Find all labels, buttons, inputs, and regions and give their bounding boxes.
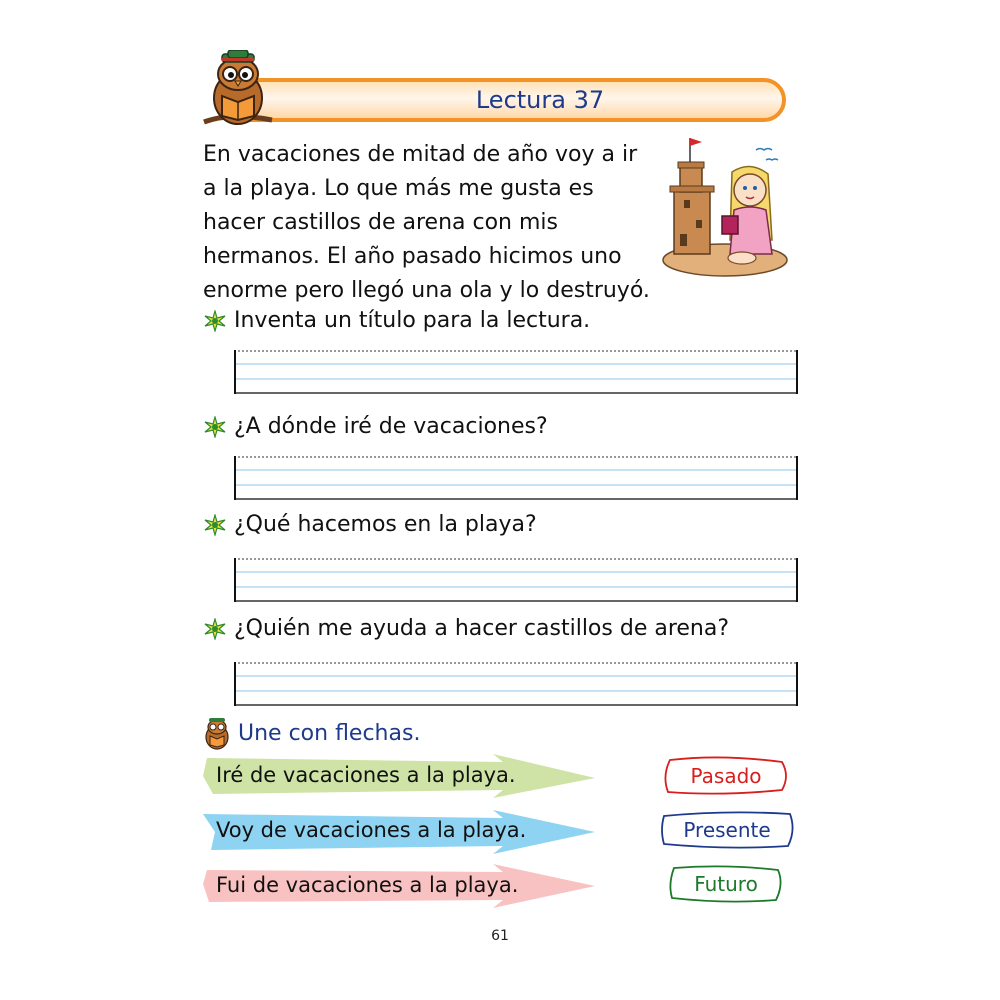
star-bullet-icon [204, 416, 226, 438]
tense-label-pasado: Pasado [690, 764, 762, 788]
star-bullet-icon [204, 618, 226, 640]
answer-lines-1[interactable] [234, 350, 798, 394]
answer-lines-4[interactable] [234, 662, 798, 706]
sentence-past: Fui de vacaciones a la playa. [216, 873, 519, 897]
page-title: Lectura 37 [475, 86, 605, 114]
owl-reading-icon [200, 50, 276, 130]
question-1 [204, 308, 590, 333]
sentence-present: Voy de vacaciones a la playa. [216, 818, 527, 842]
star-bullet-icon [204, 310, 226, 332]
question-text: ¿Quién me ayuda a hacer castillos de arena? [234, 616, 730, 641]
question-text: ¿Qué hacemos en la playa? [234, 512, 537, 537]
matching-instruction: Une con flechas. [238, 720, 421, 746]
girl-sandcastle-illustration [660, 130, 790, 280]
reading-passage: En vacaciones de mitad de año voy a ir a la playa. Lo que más me gusta es hacer castillos de arena con mis hermanos. El año pasado hicimos uno enorme pero llegó una ola y lo destruyó. [203, 142, 650, 303]
tense-label-futuro: Futuro [694, 872, 758, 896]
tense-label-presente: Presente [683, 818, 771, 842]
question-text: Inventa un título para la lectura. [234, 308, 591, 333]
matching-section-title [202, 716, 420, 750]
mini-owl-icon [202, 716, 232, 750]
answer-lines-2[interactable] [234, 456, 798, 500]
question-2 [204, 414, 548, 439]
answer-lines-3[interactable] [234, 558, 798, 602]
page-number: 61 [491, 928, 509, 944]
star-bullet-icon [204, 514, 226, 536]
question-text: ¿A dónde iré de vacaciones? [234, 414, 548, 439]
sentence-future: Iré de vacaciones a la playa. [216, 763, 516, 787]
question-4 [204, 616, 729, 641]
question-3 [204, 512, 537, 537]
